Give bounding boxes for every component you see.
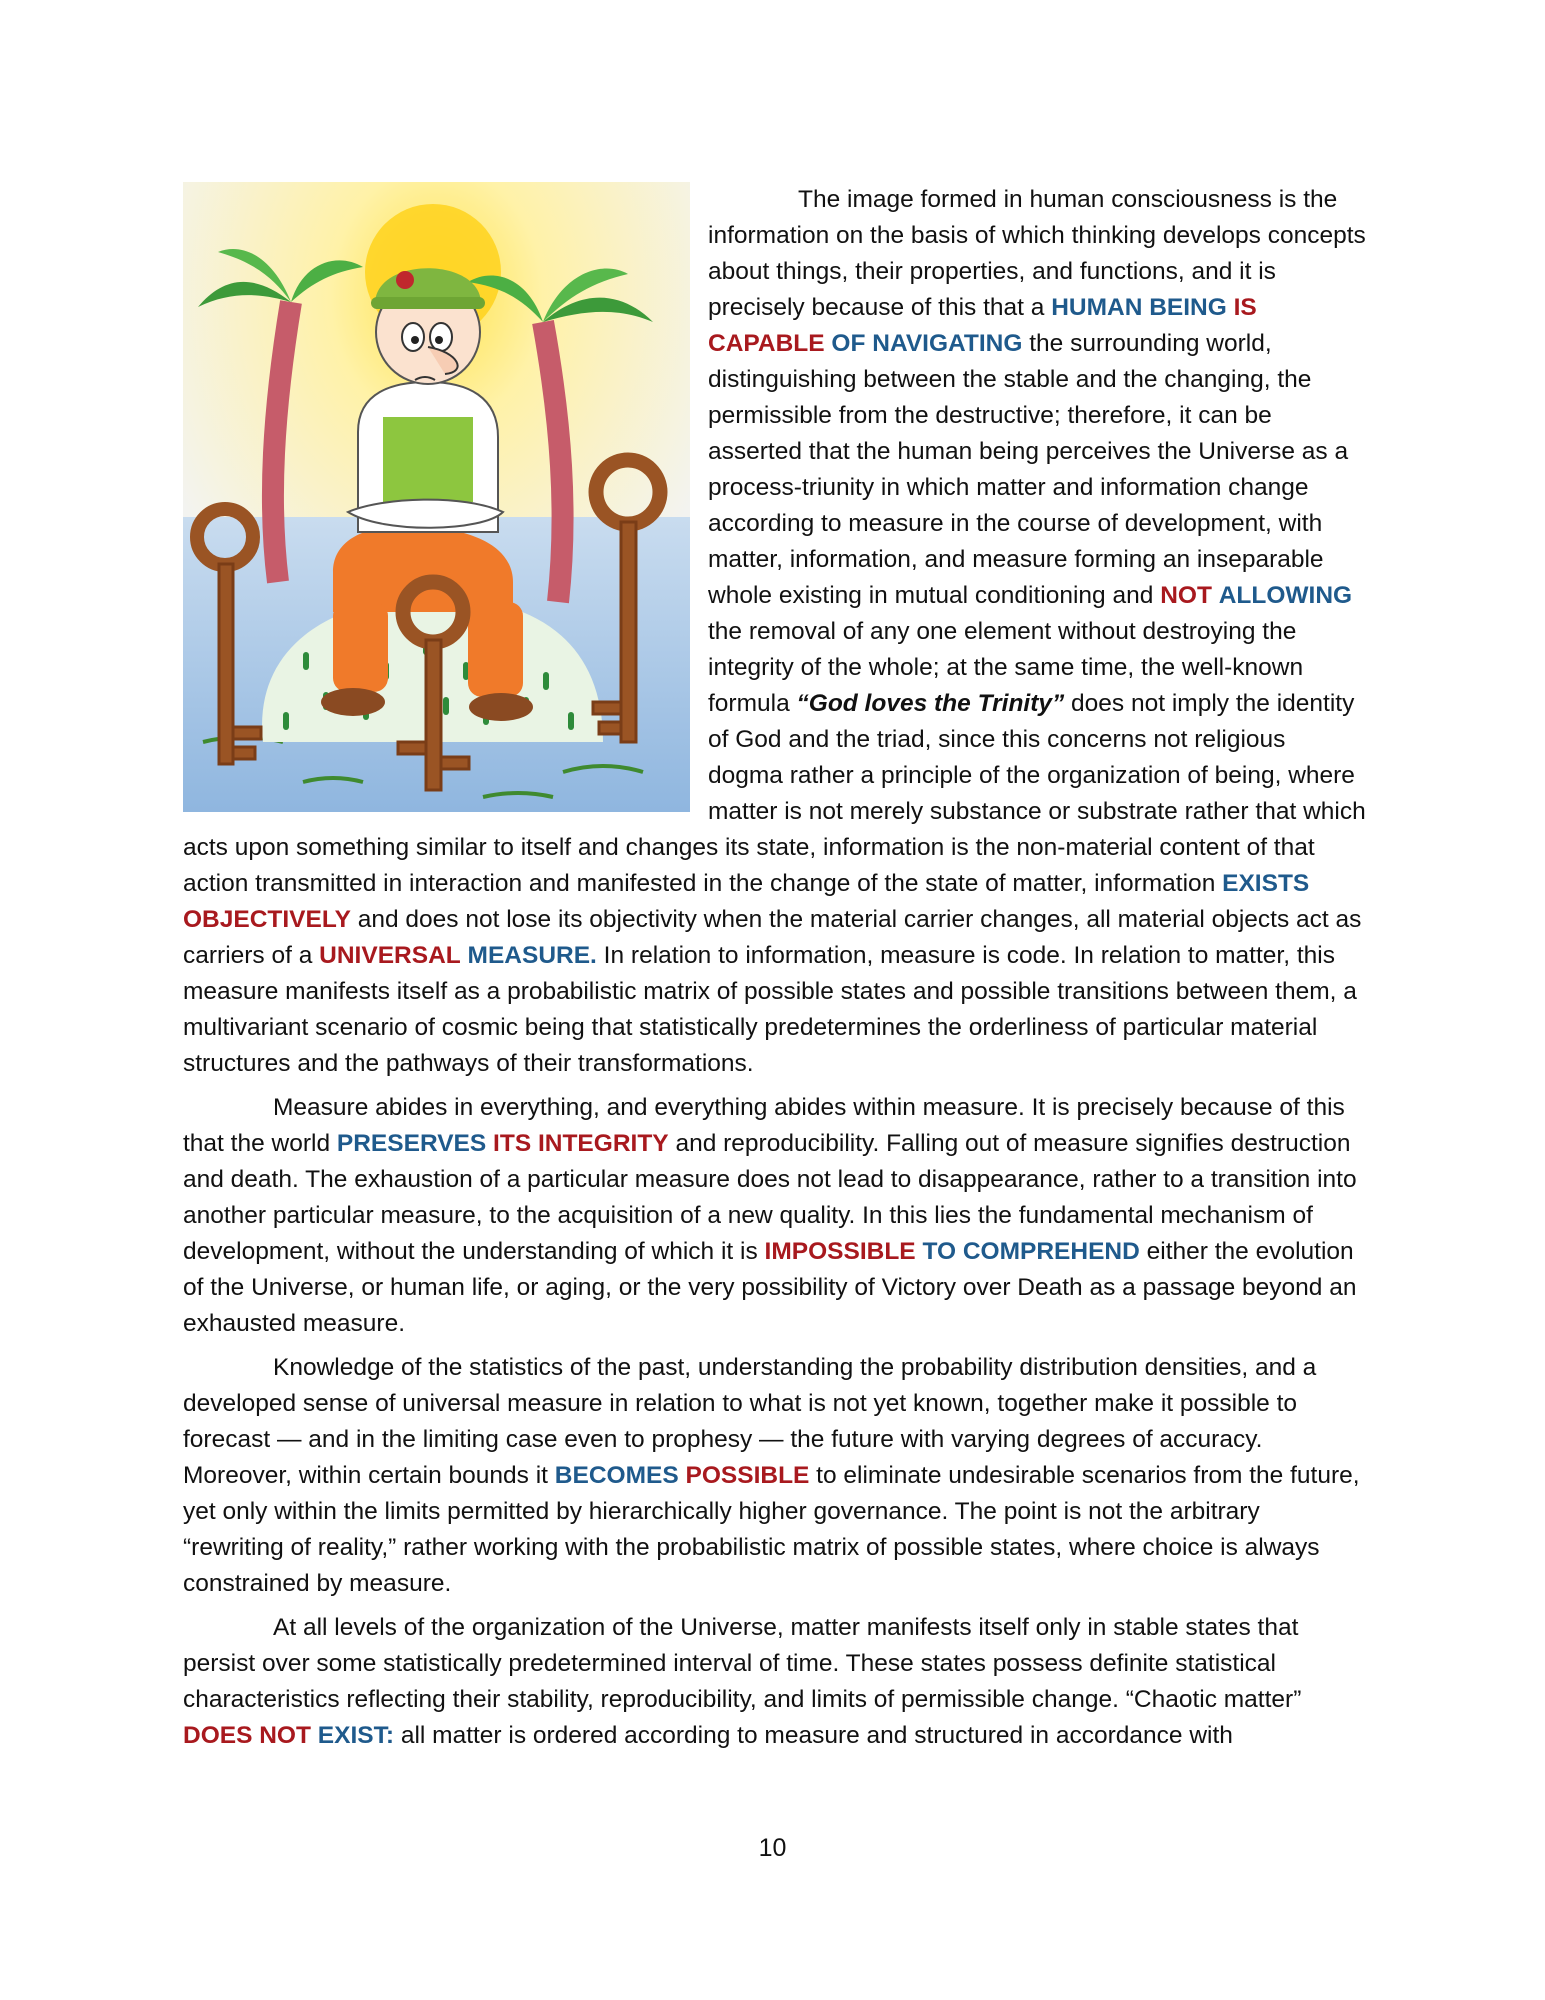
emphasis-of-navigating: OF NAVIGATING xyxy=(831,330,1023,357)
emphasis-exists: EXISTS xyxy=(1222,870,1310,897)
paragraph-3: Knowledge of the statistics of the past, understanding the probability distribution densities, and a developed sense of universal measure in relation to what is not yet known, together make it possible to forecast — and in the limiting case even to prophesy — the future with varying degrees of accuracy. Moreover, within certain bounds it BECOMES POSSIBLE to eliminate undesirable scenarios from the future, yet only within the limits permitted by hierarchically higher governance. The point is not the arbitrary “rewriting of reality,” rather working with the probabilistic matrix of possible states, where choice is always constrained by measure. xyxy=(183,1354,1360,1597)
illustration-drawing xyxy=(183,182,690,812)
emphasis-objectively: OBJECTIVELY xyxy=(183,906,351,933)
emphasis-measure: MEASURE. xyxy=(467,942,597,969)
paragraph-4: At all levels of the organization of the Universe, matter manifests itself only in stable states that persist over some statistically predetermined interval of time. These states possess definite statistical characteristics reflecting their stability, reproducibility, and limits of permissible change. “Chaotic matter” DOES NOT EXIST: all matter is ordered according to measure and structured in accordance with xyxy=(183,1614,1302,1749)
emphasis-exist: EXIST: xyxy=(317,1722,395,1749)
page-number: 10 xyxy=(758,1834,787,1862)
emphasis-possible: POSSIBLE xyxy=(685,1462,810,1489)
emphasis-its-integrity: ITS INTEGRITY xyxy=(493,1130,669,1157)
emphasis-becomes: BECOMES xyxy=(554,1462,679,1489)
paragraph-2: Measure abides in everything, and everything abides within measure. It is precisely because of this that the world PRESERVES ITS INTEGRITY and reproducibility. Falling out of measure signifies destruction and death. The exhaustion of a particular measure does not lead to disappearance, rather to a transition into another particular measure, to the acquisition of a new quality. In this lies the fundamental mechanism of development, without the understanding of which it is IMPOSSIBLE TO COMPREHEND either the evolution of the Universe, or human life, or aging, or the very possibility of Victory over Death as a passage beyond an exhausted measure. xyxy=(183,1094,1357,1337)
emphasis-does-not: DOES NOT xyxy=(183,1722,311,1749)
emphasis-is-capable: IS CAPABLE xyxy=(708,294,1257,357)
paragraph-1: The image formed in human consciousness is the information on the basis of which thinking develops concepts about things, their properties, and functions, and it is precisely because of this that a HUMAN BEING IS CAPABLE OF NAVIGATING the surrounding world, distinguishing between the stable and the changing, the permissible from the destructive; therefore, it can be asserted that the human being perceives the Universe as a process-triunity in which matter and information change according to measure in the course of development, with matter, information, and measure forming an inseparable whole existing in mutual conditioning and NOT ALLOWING the removal of any one element without destroying the integrity of the whole; at the same time, the well-known formula “God loves the Trinity” does not imply the identity of God and the triad, since this concerns not religious dogma rather a principle of the organization of being, where matter is not merely substance or substrate rather that which acts upon something similar to itself and changes its state, information is the non-material content of that action transmitted in interaction and manifested in the change of the state of matter, information EXISTS OBJECTIVELY and does not lose its objectivity when the material carrier changes, all material objects act as carriers of a UNIVERSAL MEASURE. In relation to information, measure is code. In relation to matter, this measure manifests itself as a probabilistic matrix of possible states and possible transitions between them, a multivariant scenario of cosmic being that statistically predetermines the orderliness of particular material structures and the pathways of their transformations. xyxy=(183,186,1366,1077)
emphasis-impossible: IMPOSSIBLE xyxy=(764,1238,916,1265)
emphasis-universal: UNIVERSAL xyxy=(319,942,461,969)
emphasis-allowing: ALLOWING xyxy=(1218,582,1353,609)
emphasis-human-being: HUMAN BEING xyxy=(1051,294,1227,321)
quote-god-loves-trinity: “God loves the Trinity” xyxy=(796,690,1065,717)
emphasis-preserves: PRESERVES xyxy=(336,1130,487,1157)
emphasis-not: NOT xyxy=(1160,582,1212,609)
man-on-island-illustration xyxy=(183,182,690,812)
emphasis-to-comprehend: TO COMPREHEND xyxy=(922,1238,1140,1265)
body-text xyxy=(183,182,1366,1762)
